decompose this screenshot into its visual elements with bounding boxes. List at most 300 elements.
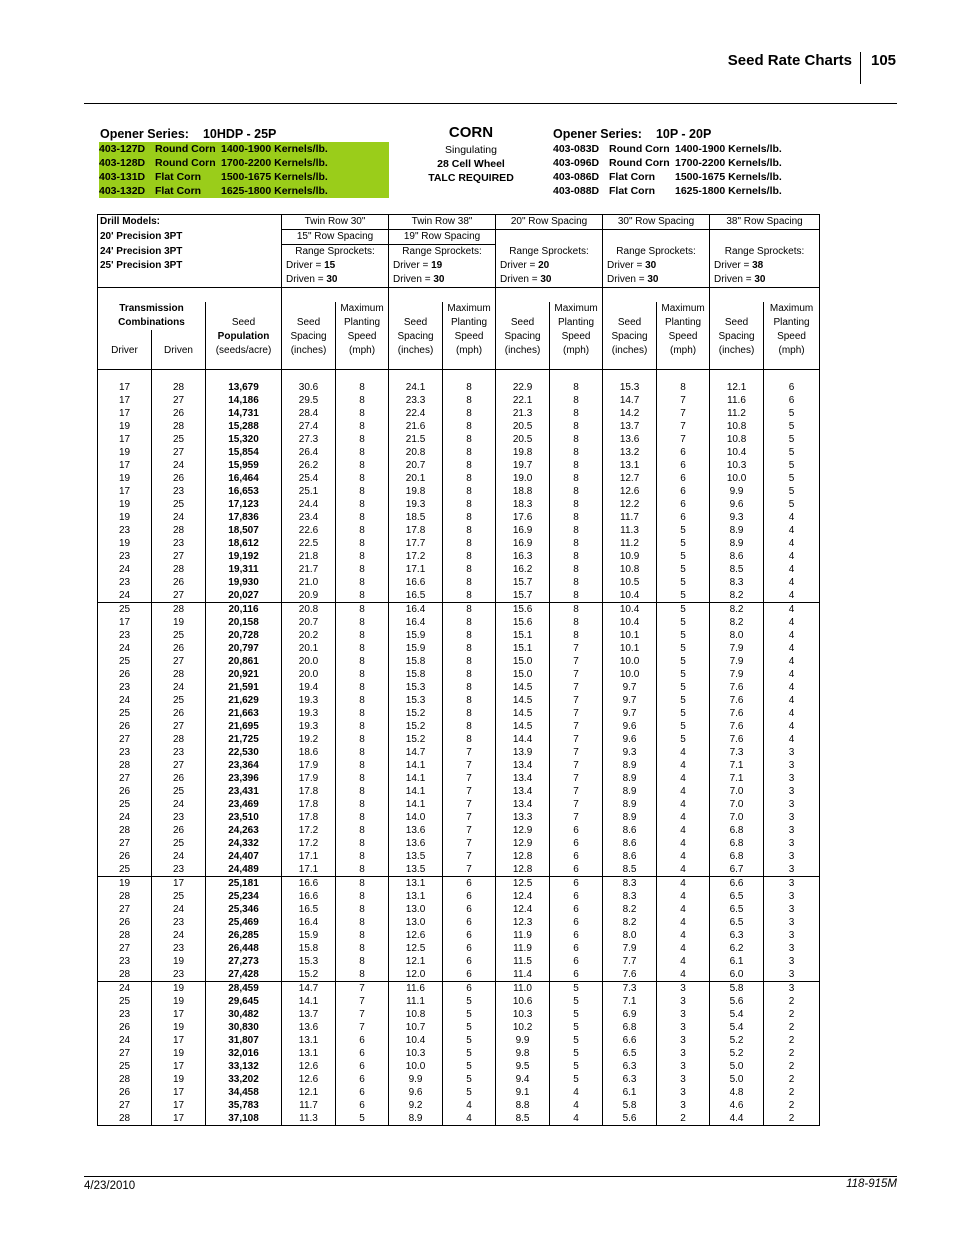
table-cell: 5 bbox=[443, 1086, 496, 1099]
table-cell: 26,448 bbox=[206, 942, 282, 955]
table-cell: 11.0 bbox=[496, 982, 550, 996]
driver-sprocket: Driver = 38 bbox=[710, 259, 820, 273]
table-cell: 6 bbox=[550, 903, 603, 916]
table-cell: 19.8 bbox=[496, 446, 550, 459]
opener-row: 403-083D Round Corn 1400-1900 Kernels/lb. bbox=[553, 143, 782, 155]
table-cell: 17 bbox=[152, 1008, 206, 1021]
table-cell: 27 bbox=[98, 903, 152, 916]
table-row bbox=[98, 694, 820, 707]
table-cell: 26,285 bbox=[206, 929, 282, 942]
table-row bbox=[98, 616, 820, 629]
table-cell: 10.0 bbox=[603, 655, 657, 668]
table-row bbox=[98, 824, 820, 837]
table-cell: 7 bbox=[550, 668, 603, 681]
table-cell: 13.7 bbox=[282, 1008, 336, 1021]
table-cell: 27 bbox=[98, 837, 152, 850]
table-cell: 7.6 bbox=[710, 681, 764, 694]
table-cell: 19.3 bbox=[282, 694, 336, 707]
table-cell: 32,016 bbox=[206, 1047, 282, 1060]
table-cell: 28 bbox=[152, 563, 206, 576]
range-sprockets: Range Sprockets: bbox=[603, 245, 710, 260]
table-cell: 6 bbox=[336, 1060, 389, 1073]
table-cell: 4 bbox=[657, 824, 710, 837]
col-head: Spacing bbox=[389, 330, 443, 344]
table-cell: 13.6 bbox=[282, 1021, 336, 1034]
table-cell: 8.9 bbox=[710, 524, 764, 537]
table-cell: 20,921 bbox=[206, 668, 282, 681]
table-cell: 13,679 bbox=[206, 381, 282, 394]
table-cell: 8.9 bbox=[603, 759, 657, 772]
table-cell: 17 bbox=[98, 433, 152, 446]
table-cell: 10.8 bbox=[389, 1008, 443, 1021]
table-cell: 29.5 bbox=[282, 394, 336, 407]
table-cell: 8.5 bbox=[496, 1112, 550, 1126]
table-cell: 8 bbox=[443, 576, 496, 589]
table-cell: 5 bbox=[657, 707, 710, 720]
table-cell: 5 bbox=[657, 537, 710, 550]
table-cell: 18,612 bbox=[206, 537, 282, 550]
table-cell: 15.9 bbox=[389, 629, 443, 642]
table-cell: 7 bbox=[336, 982, 389, 996]
table-cell: 10.7 bbox=[389, 1021, 443, 1034]
table-cell: 10.8 bbox=[710, 420, 764, 433]
table-cell: 5 bbox=[550, 1008, 603, 1021]
table-cell: 5 bbox=[657, 720, 710, 733]
table-cell: 8 bbox=[336, 903, 389, 916]
table-cell: 8.5 bbox=[603, 863, 657, 877]
table-cell: 2 bbox=[764, 1086, 820, 1099]
table-cell: 15,854 bbox=[206, 446, 282, 459]
seed-rate-table bbox=[97, 214, 820, 1126]
table-row bbox=[98, 576, 820, 589]
table-cell: 5 bbox=[764, 498, 820, 511]
table-cell: 28,459 bbox=[206, 982, 282, 996]
table-cell: 4 bbox=[550, 1099, 603, 1112]
table-cell: 9.1 bbox=[496, 1086, 550, 1099]
table-cell: 12.1 bbox=[389, 955, 443, 968]
drill-models-label: Drill Models: bbox=[98, 215, 282, 230]
table-row bbox=[98, 785, 820, 798]
table-cell: 3 bbox=[764, 759, 820, 772]
opener-series-right bbox=[553, 126, 782, 198]
table-cell: 5.4 bbox=[710, 1021, 764, 1034]
table-cell: 27.3 bbox=[282, 433, 336, 446]
table-cell: 4.8 bbox=[710, 1086, 764, 1099]
table-cell: 25 bbox=[152, 498, 206, 511]
table-cell: 10.8 bbox=[710, 433, 764, 446]
table-row bbox=[98, 772, 820, 785]
table-cell: 16.6 bbox=[282, 890, 336, 903]
table-cell: 26 bbox=[98, 668, 152, 681]
table-cell: 8 bbox=[550, 563, 603, 576]
table-cell: 5 bbox=[550, 1021, 603, 1034]
table-cell: 13.4 bbox=[496, 785, 550, 798]
table-cell: 26 bbox=[152, 576, 206, 589]
table-cell: 3 bbox=[764, 772, 820, 785]
table-row bbox=[98, 681, 820, 694]
col-head: Planting bbox=[550, 316, 603, 330]
table-cell: 8 bbox=[443, 707, 496, 720]
table-cell: 37,108 bbox=[206, 1112, 282, 1126]
table-cell: 6 bbox=[550, 837, 603, 850]
table-cell: 25 bbox=[98, 863, 152, 877]
table-cell: 2 bbox=[764, 1047, 820, 1060]
table-row bbox=[98, 524, 820, 537]
table-cell: 6 bbox=[336, 1073, 389, 1086]
table-row bbox=[98, 563, 820, 576]
table-row bbox=[98, 1112, 820, 1126]
col-head: Seed bbox=[282, 316, 336, 330]
table-cell: 19 bbox=[98, 877, 152, 891]
table-cell: 10.0 bbox=[603, 668, 657, 681]
table-cell: 9.7 bbox=[603, 694, 657, 707]
table-cell: 17.6 bbox=[496, 511, 550, 524]
opener-row: 403-132D Flat Corn 1625-1800 Kernels/lb. bbox=[99, 185, 328, 197]
table-cell: 14,186 bbox=[206, 394, 282, 407]
table-row bbox=[98, 903, 820, 916]
table-cell: 8 bbox=[336, 616, 389, 629]
table-row bbox=[98, 511, 820, 524]
table-cell: 27,273 bbox=[206, 955, 282, 968]
table-cell: 20,797 bbox=[206, 642, 282, 655]
table-cell: 17 bbox=[98, 381, 152, 394]
driver-sprocket: Driver = 30 bbox=[603, 259, 710, 273]
table-cell: 25.4 bbox=[282, 472, 336, 485]
table-cell: 16.6 bbox=[282, 877, 336, 891]
table-cell: 25 bbox=[98, 995, 152, 1008]
table-cell: 24 bbox=[98, 563, 152, 576]
table-cell: 6 bbox=[550, 955, 603, 968]
combinations-label: Combinations bbox=[98, 316, 206, 330]
table-cell: 23 bbox=[152, 485, 206, 498]
table-cell: 16.6 bbox=[389, 576, 443, 589]
table-cell: 8 bbox=[550, 381, 603, 394]
table-row bbox=[98, 759, 820, 772]
table-cell: 25 bbox=[98, 603, 152, 617]
table-cell: 5 bbox=[443, 1021, 496, 1034]
table-cell: 23 bbox=[98, 524, 152, 537]
table-row bbox=[98, 1021, 820, 1034]
table-cell: 5 bbox=[443, 995, 496, 1008]
table-cell: 8 bbox=[443, 459, 496, 472]
table-row bbox=[98, 668, 820, 681]
table-cell: 30,830 bbox=[206, 1021, 282, 1034]
table-cell: 12.5 bbox=[389, 942, 443, 955]
table-cell: 15.3 bbox=[603, 381, 657, 394]
table-cell: 8 bbox=[550, 446, 603, 459]
table-cell: 7.0 bbox=[710, 811, 764, 824]
table-cell: 3 bbox=[764, 746, 820, 759]
table-cell: 6 bbox=[550, 916, 603, 929]
table-cell: 7 bbox=[550, 759, 603, 772]
table-cell: 8 bbox=[336, 863, 389, 877]
table-cell: 7.9 bbox=[710, 668, 764, 681]
table-cell: 7.9 bbox=[710, 655, 764, 668]
table-cell: 16.9 bbox=[496, 537, 550, 550]
table-cell: 7 bbox=[443, 785, 496, 798]
table-cell: 8.5 bbox=[710, 563, 764, 576]
table-cell: 5.2 bbox=[710, 1034, 764, 1047]
table-cell: 8.6 bbox=[710, 550, 764, 563]
table-cell: 8.3 bbox=[603, 877, 657, 891]
table-cell: 5 bbox=[550, 1060, 603, 1073]
table-cell: 26 bbox=[98, 785, 152, 798]
table-cell: 3 bbox=[764, 837, 820, 850]
table-cell: 5 bbox=[657, 733, 710, 746]
table-cell: 8 bbox=[443, 733, 496, 746]
table-cell: 23 bbox=[152, 811, 206, 824]
table-cell: 24 bbox=[152, 850, 206, 863]
table-cell: 8 bbox=[550, 616, 603, 629]
table-cell: 7 bbox=[550, 798, 603, 811]
table-row bbox=[98, 589, 820, 603]
table-cell: 33,132 bbox=[206, 1060, 282, 1073]
table-cell: 14.4 bbox=[496, 733, 550, 746]
table-cell: 2 bbox=[764, 1060, 820, 1073]
table-cell: 8 bbox=[336, 798, 389, 811]
table-cell: 8 bbox=[336, 420, 389, 433]
table-cell: 15.6 bbox=[496, 603, 550, 617]
table-cell: 8 bbox=[550, 498, 603, 511]
table-cell: 26 bbox=[152, 407, 206, 420]
table-cell: 8 bbox=[336, 603, 389, 617]
table-cell: 15.7 bbox=[496, 589, 550, 603]
table-cell: 17,836 bbox=[206, 511, 282, 524]
table-cell: 24 bbox=[152, 903, 206, 916]
table-cell: 7 bbox=[550, 733, 603, 746]
table-cell: 3 bbox=[764, 811, 820, 824]
table-cell: 8 bbox=[336, 968, 389, 982]
table-cell: 27 bbox=[152, 394, 206, 407]
table-cell: 13.4 bbox=[496, 798, 550, 811]
table-cell: 6.5 bbox=[603, 1047, 657, 1060]
table-cell: 19 bbox=[98, 446, 152, 459]
table-cell: 15.1 bbox=[496, 642, 550, 655]
table-cell: 3 bbox=[764, 824, 820, 837]
opener-row: 403-086D Flat Corn 1500-1675 Kernels/lb. bbox=[553, 171, 782, 183]
table-cell: 24,407 bbox=[206, 850, 282, 863]
table-cell: 8 bbox=[336, 459, 389, 472]
table-cell: 28 bbox=[98, 824, 152, 837]
table-cell: 17,123 bbox=[206, 498, 282, 511]
table-cell: 17.8 bbox=[282, 811, 336, 824]
table-cell: 6.8 bbox=[710, 850, 764, 863]
table-cell: 22.6 bbox=[282, 524, 336, 537]
table-cell: 5 bbox=[657, 681, 710, 694]
table-cell: 8 bbox=[550, 459, 603, 472]
table-cell: 23 bbox=[98, 550, 152, 563]
table-cell: 25 bbox=[152, 629, 206, 642]
table-cell: 7 bbox=[550, 642, 603, 655]
table-cell: 14.1 bbox=[389, 798, 443, 811]
table-cell: 6.5 bbox=[710, 916, 764, 929]
table-cell: 15.8 bbox=[282, 942, 336, 955]
table-cell: 8 bbox=[550, 407, 603, 420]
table-cell: 20,027 bbox=[206, 589, 282, 603]
table-row bbox=[98, 1008, 820, 1021]
table-cell: 10.4 bbox=[603, 616, 657, 629]
table-cell: 7 bbox=[550, 655, 603, 668]
table-cell: 23 bbox=[152, 746, 206, 759]
table-cell: 27 bbox=[152, 446, 206, 459]
table-cell: 19 bbox=[98, 498, 152, 511]
table-cell: 8 bbox=[443, 642, 496, 655]
table-cell: 5 bbox=[764, 420, 820, 433]
table-row bbox=[98, 863, 820, 877]
table-cell: 12.4 bbox=[496, 903, 550, 916]
range-sprockets: Range Sprockets: bbox=[389, 245, 496, 260]
table-row bbox=[98, 733, 820, 746]
table-cell: 9.3 bbox=[710, 511, 764, 524]
table-cell: 8.9 bbox=[389, 1112, 443, 1126]
table-cell: 4 bbox=[764, 655, 820, 668]
table-cell: 4.4 bbox=[710, 1112, 764, 1126]
table-cell: 5 bbox=[550, 982, 603, 996]
table-cell: 30.6 bbox=[282, 381, 336, 394]
table-cell: 2 bbox=[764, 995, 820, 1008]
range-sprockets: Range Sprockets: bbox=[710, 245, 820, 260]
table-cell: 8 bbox=[550, 603, 603, 617]
table-cell: 21.0 bbox=[282, 576, 336, 589]
table-cell: 8.3 bbox=[710, 576, 764, 589]
table-cell: 19 bbox=[152, 1047, 206, 1060]
table-cell: 10.4 bbox=[603, 589, 657, 603]
table-cell: 18.6 bbox=[282, 746, 336, 759]
table-cell: 13.7 bbox=[603, 420, 657, 433]
table-cell: 6 bbox=[550, 850, 603, 863]
table-cell: 13.4 bbox=[496, 772, 550, 785]
table-cell: 22.9 bbox=[496, 381, 550, 394]
table-cell: 20.0 bbox=[282, 655, 336, 668]
table-cell: 12.3 bbox=[496, 916, 550, 929]
table-cell: 5 bbox=[443, 1047, 496, 1060]
col-head: Driver bbox=[98, 344, 152, 358]
table-cell: 5 bbox=[443, 1060, 496, 1073]
table-cell: 5 bbox=[764, 485, 820, 498]
table-cell: 8 bbox=[336, 837, 389, 850]
table-cell: 17.1 bbox=[282, 850, 336, 863]
table-cell: 5 bbox=[550, 1047, 603, 1060]
table-cell: 4 bbox=[550, 1112, 603, 1126]
table-cell: 17 bbox=[152, 877, 206, 891]
table-cell: 24 bbox=[152, 798, 206, 811]
table-cell: 12.5 bbox=[496, 877, 550, 891]
table-cell: 8 bbox=[550, 433, 603, 446]
page-number: 105 bbox=[871, 52, 897, 69]
table-cell: 8 bbox=[443, 537, 496, 550]
table-cell: 11.3 bbox=[282, 1112, 336, 1126]
table-cell: 14.1 bbox=[389, 759, 443, 772]
spacing-name: 38" Row Spacing bbox=[710, 215, 820, 230]
table-cell: 8 bbox=[336, 668, 389, 681]
table-cell: 22.4 bbox=[389, 407, 443, 420]
table-cell: 8 bbox=[443, 629, 496, 642]
table-cell: 3 bbox=[764, 955, 820, 968]
table-cell: 5 bbox=[657, 589, 710, 603]
table-cell: 27 bbox=[98, 733, 152, 746]
table-cell: 21,695 bbox=[206, 720, 282, 733]
table-cell: 3 bbox=[657, 1060, 710, 1073]
table-cell: 17 bbox=[98, 459, 152, 472]
table-cell: 17.1 bbox=[282, 863, 336, 877]
table-cell: 7.6 bbox=[710, 694, 764, 707]
table-cell: 16,653 bbox=[206, 485, 282, 498]
table-row bbox=[98, 433, 820, 446]
table-cell: 5 bbox=[657, 550, 710, 563]
table-cell: 13.0 bbox=[389, 903, 443, 916]
table-cell: 28 bbox=[98, 1073, 152, 1086]
table-cell: 20.8 bbox=[282, 603, 336, 617]
table-cell: 8 bbox=[550, 511, 603, 524]
table-cell: 8 bbox=[550, 537, 603, 550]
col-head: Maximum bbox=[550, 302, 603, 316]
table-cell: 23 bbox=[152, 942, 206, 955]
table-cell: 2 bbox=[764, 1008, 820, 1021]
table-cell: 9.7 bbox=[603, 707, 657, 720]
table-cell: 23.4 bbox=[282, 511, 336, 524]
table-cell: 15.1 bbox=[496, 629, 550, 642]
table-cell: 20.8 bbox=[389, 446, 443, 459]
table-cell: 5.6 bbox=[603, 1112, 657, 1126]
table-cell: 7.7 bbox=[603, 955, 657, 968]
table-cell: 21.8 bbox=[282, 550, 336, 563]
table-cell: 6.7 bbox=[710, 863, 764, 877]
table-cell: 7.6 bbox=[710, 707, 764, 720]
table-cell: 5 bbox=[657, 668, 710, 681]
table-cell: 14.7 bbox=[389, 746, 443, 759]
table-cell: 4 bbox=[764, 550, 820, 563]
table-cell: 19 bbox=[152, 982, 206, 996]
table-cell: 4 bbox=[764, 616, 820, 629]
table-cell: 8 bbox=[336, 955, 389, 968]
table-cell: 27 bbox=[152, 759, 206, 772]
table-cell: 5.8 bbox=[603, 1099, 657, 1112]
transmission-label: Transmission bbox=[98, 302, 206, 316]
table-cell: 28 bbox=[152, 668, 206, 681]
table-cell: 8 bbox=[336, 681, 389, 694]
driver-sprocket: Driver = 20 bbox=[496, 259, 603, 273]
table-cell: 17.2 bbox=[389, 550, 443, 563]
table-cell: 17.9 bbox=[282, 772, 336, 785]
opener-series-left bbox=[99, 126, 389, 198]
table-cell: 8 bbox=[443, 694, 496, 707]
table-cell: 12.6 bbox=[389, 929, 443, 942]
table-cell: 2 bbox=[764, 1034, 820, 1047]
table-cell: 9.7 bbox=[603, 681, 657, 694]
table-cell: 3 bbox=[764, 798, 820, 811]
table-cell: 8 bbox=[443, 446, 496, 459]
table-cell: 23,364 bbox=[206, 759, 282, 772]
col-head: Seed bbox=[389, 316, 443, 330]
table-row bbox=[98, 995, 820, 1008]
col-head: Planting bbox=[336, 316, 389, 330]
table-cell: 26 bbox=[98, 916, 152, 929]
table-cell: 24 bbox=[98, 1034, 152, 1047]
table-cell: 25 bbox=[152, 890, 206, 903]
table-cell: 26 bbox=[98, 850, 152, 863]
table-cell: 7 bbox=[443, 837, 496, 850]
table-cell: 8.9 bbox=[603, 811, 657, 824]
table-cell: 7 bbox=[336, 995, 389, 1008]
table-cell: 15.0 bbox=[496, 655, 550, 668]
table-cell: 8 bbox=[336, 524, 389, 537]
table-cell: 6 bbox=[550, 863, 603, 877]
table-row bbox=[98, 1060, 820, 1073]
table-cell: 5.4 bbox=[710, 1008, 764, 1021]
table-cell: 8 bbox=[443, 603, 496, 617]
table-cell: 19 bbox=[152, 995, 206, 1008]
table-cell: 4 bbox=[764, 511, 820, 524]
